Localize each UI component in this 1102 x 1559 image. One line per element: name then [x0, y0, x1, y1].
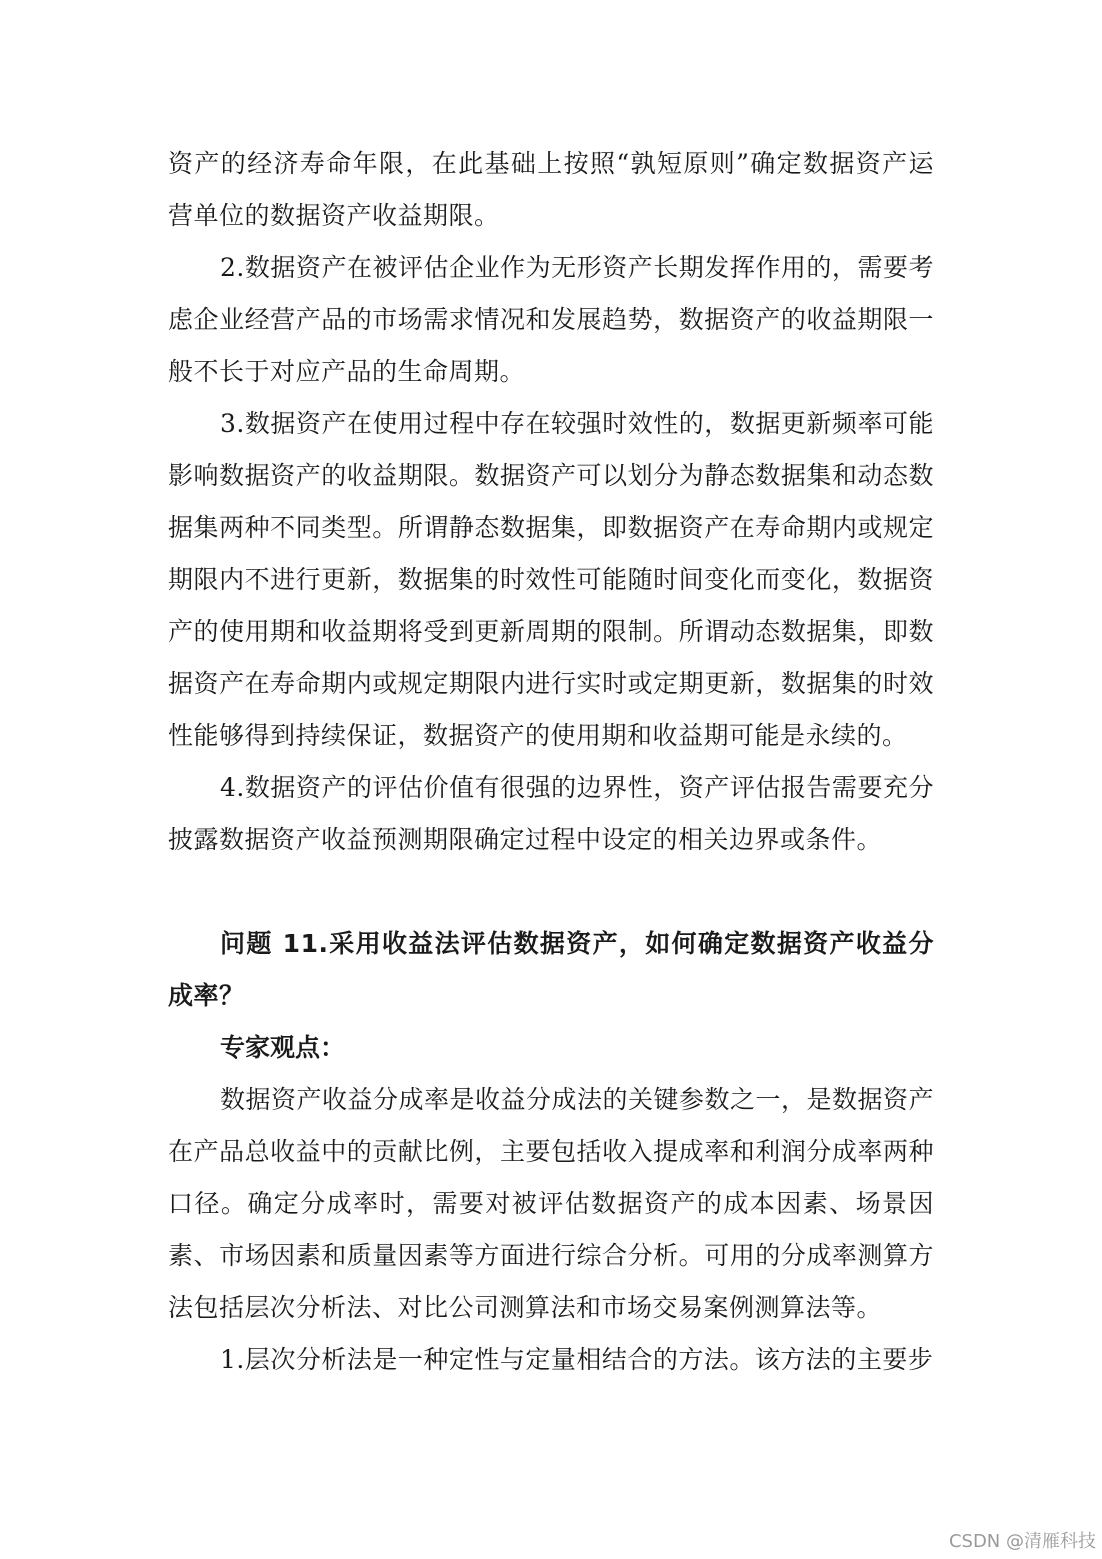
- paragraph-continuation: 资产的经济寿命年限，在此基础上按照“孰短原则”确定数据资产运营单位的数据资产收益期限。: [168, 149, 934, 230]
- csdn-watermark: CSDN @清雁科技: [948, 1531, 1096, 1552]
- expert-view-label: 专家观点：: [220, 1033, 346, 1062]
- paragraph-item-2: 2.数据资产在被评估企业作为无形资产长期发挥作用的，需要考虑企业经营产品的市场需求情况和发展趋势，数据资产的收益期限一般不长于对应产品的生命周期。: [168, 253, 934, 386]
- question-heading: 问题 11.采用收益法评估数据资产，如何确定数据资产收益分成率？: [168, 929, 934, 1010]
- paragraph-method-1: 1.层次分析法是一种定性与定量相结合的方法。该方法的主要步: [220, 1345, 934, 1374]
- document-page: [168, 138, 934, 1386]
- paragraph-item-3: 3.数据资产在使用过程中存在较强时效性的，数据更新频率可能影响数据资产的收益期限。数据资产可以划分为静态数据集和动态数据集两种不同类型。所谓静态数据集，即数据资产在寿命期内或规定期限内不进行更新，数据集的时效性可能随时间变化而变化，数据资产的使用期和收益期将受到更新周期的限制。所谓动态数据集，即数据资产在寿命期内或规定期限内进行实时或定期更新，数据集的时效性能够得到持续保证，数据资产的使用期和收益期可能是永续的。: [168, 409, 934, 750]
- paragraph-intro: 数据资产收益分成率是收益分成法的关键参数之一，是数据资产在产品总收益中的贡献比例，主要包括收入提成率和利润分成率两种口径。确定分成率时，需要对被评估数据资产的成本因素、场景因素、市场因素和质量因素等方面进行综合分析。可用的分成率测算方法包括层次分析法、对比公司测算法和市场交易案例测算法等。: [168, 1085, 935, 1322]
- section-gap: [168, 866, 934, 918]
- paragraph-item-4: 4.数据资产的评估价值有很强的边界性，资产评估报告需要充分披露数据资产收益预测期限确定过程中设定的相关边界或条件。: [168, 773, 934, 854]
